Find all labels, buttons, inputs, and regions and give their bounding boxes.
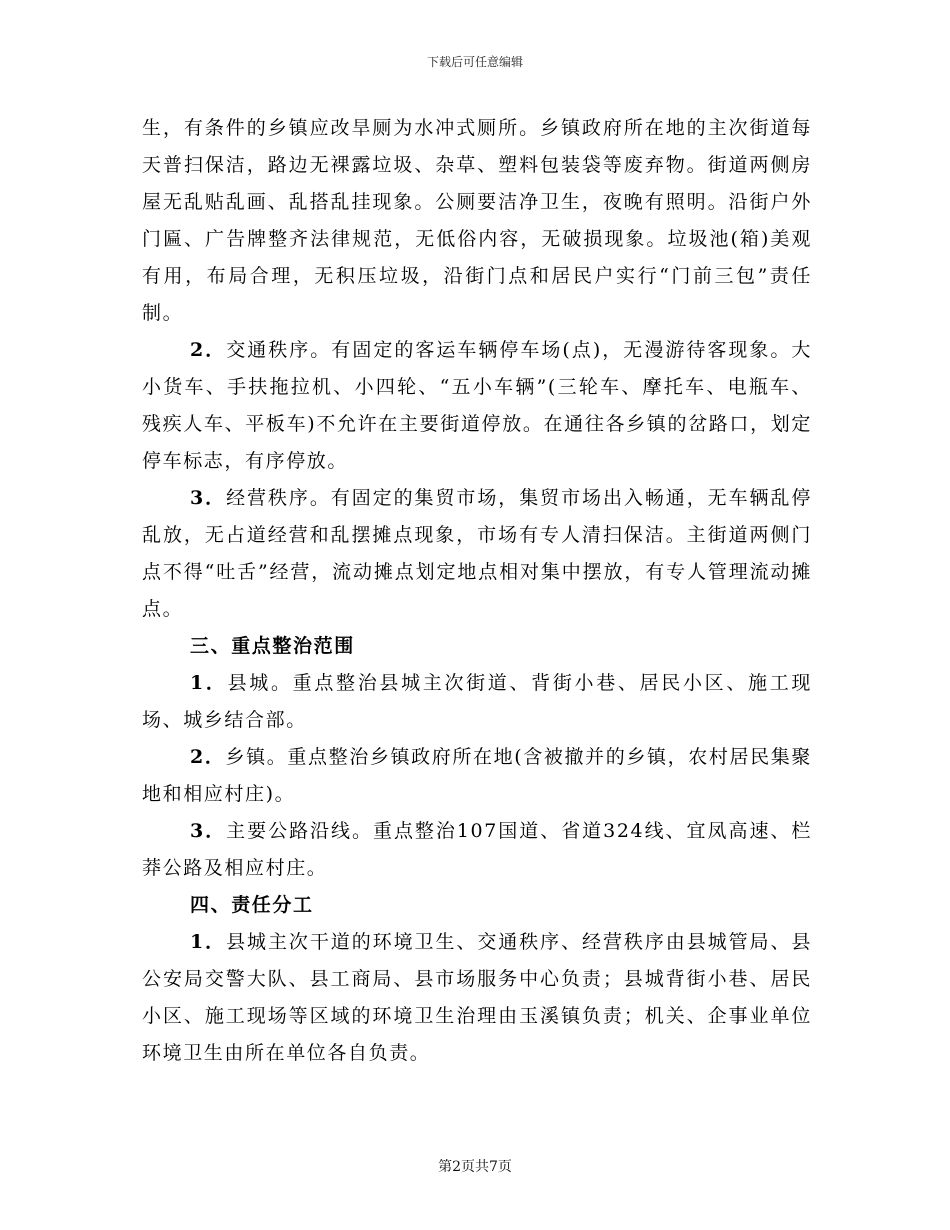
paragraph-text: 经营秩序。有固定的集贸市场，集贸市场出入畅通，无车辆乱停乱放，无占道经营和乱摆摊点现象，市场有专人清扫保洁。主街道两侧门点不得“吐舌”经营，流动摊点划定地点相对集中摆放，有专人管理流动摊点。 [142,487,812,620]
header-note: 下载后可任意编辑 [426,55,523,69]
paragraph-item [142,739,812,813]
page-number: 第2页共7页 [438,1159,512,1175]
paragraph-item [142,332,812,480]
item-number: 1． [190,672,228,694]
paragraph-item [142,480,812,628]
document-body [142,110,812,1072]
paragraph-text: 主要公路沿线。重点整治107国道、省道324线、宜凤高速、栏莽公路及相应村庄。 [142,820,812,879]
item-number: 2． [190,339,227,361]
paragraph-text: 乡镇。重点整治乡镇政府所在地(含被撤并的乡镇，农村居民集聚地和相应村庄)。 [142,746,812,805]
item-number: 3． [190,820,227,842]
paragraph-item [142,924,812,1072]
paragraph-text: 县城。重点整治县城主次街道、背街小巷、居民小区、施工现场、城乡结合部。 [142,672,813,731]
paragraph-continuation [142,110,812,332]
section-heading: 三、重点整治范围 [190,635,355,657]
section-heading: 四、责任分工 [190,894,314,916]
paragraph-item [142,813,812,887]
paragraph-item [142,665,812,739]
paragraph-text: 县城主次干道的环境卫生、交通秩序、经营秩序由县城管局、县公安局交警大队、县工商局、县市场服务中心负责；县城背街小巷、居民小区、施工现场等区域的环境卫生治理由玉溪镇负责；机关、企事业单位环境卫生由所在单位各自负责。 [142,931,812,1064]
item-number: 2． [190,746,226,768]
item-number: 3． [190,487,227,509]
item-number: 1． [190,931,227,953]
paragraph-text: 交通秩序。有固定的客运车辆停车场(点)，无漫游待客现象。大小货车、手扶拖拉机、小四轮、“五小车辆”(三轮车、摩托车、电瓶车、残疾人车、平板车)不允许在主要街道停放。在通往各乡镇的岔路口，划定停车标志，有序停放。 [142,339,812,472]
paragraph-text: 生，有条件的乡镇应改旱厕为水冲式厕所。乡镇政府所在地的主次街道每天普扫保洁，路边无裸露垃圾、杂草、塑料包装袋等废弃物。街道两侧房屋无乱贴乱画、乱搭乱挂现象。公厕要洁净卫生，夜晚有照明。沿街户外门匾、广告牌整齐法律规范，无低俗内容，无破损现象。垃圾池(箱)美观有用，布局合理，无积压垃圾，沿街门点和居民户实行“门前三包”责任制。 [142,117,812,324]
